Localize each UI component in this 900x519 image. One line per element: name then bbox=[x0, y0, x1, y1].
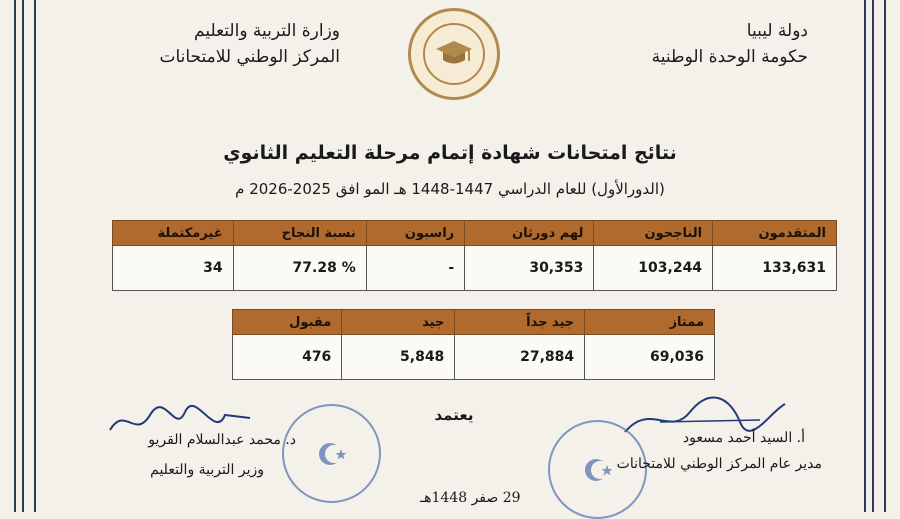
header-applicants: المتقدمون bbox=[713, 221, 837, 246]
header-ministry bbox=[120, 18, 340, 70]
table-header-row bbox=[113, 221, 837, 246]
value-pass-rate: % 77.28 bbox=[233, 246, 366, 291]
header-ministry-name: وزارة التربية والتعليم bbox=[194, 21, 340, 41]
header-good: جيد bbox=[342, 310, 455, 335]
header-incomplete: غيرمكتملة bbox=[113, 221, 234, 246]
document-subtitle: (الدورالأول) للعام الدراسي 1447-1448 هـ المو افق 2025-2026 م bbox=[235, 180, 665, 198]
header-acceptable: مقبول bbox=[233, 310, 342, 335]
value-second-round: 30,353 bbox=[465, 246, 594, 291]
table-row bbox=[113, 246, 837, 291]
header-excellent: ممتاز bbox=[585, 310, 715, 335]
minister-title: وزير التربية والتعليم bbox=[150, 462, 264, 478]
header-pass-rate: نسبة النجاح bbox=[233, 221, 366, 246]
table-header-row bbox=[233, 310, 715, 335]
decorative-border-right bbox=[864, 0, 886, 512]
approval-label: يعتمد bbox=[434, 406, 474, 424]
document-title: نتائج امتحانات شهادة إتمام مرحلة التعليم الثانوي bbox=[223, 142, 677, 164]
header-country: دولة ليبيا bbox=[746, 21, 808, 41]
header-center-name: المركز الوطني للامتحانات bbox=[159, 47, 340, 67]
director-name: أ. السيد أحمد مسعود bbox=[682, 430, 805, 446]
ministry-stamp bbox=[282, 404, 381, 503]
value-excellent: 69,036 bbox=[585, 335, 715, 380]
value-applicants: 133,631 bbox=[713, 246, 837, 291]
header-failed: راسبون bbox=[366, 221, 464, 246]
document-date: 29 صفر 1448هـ bbox=[420, 490, 521, 506]
value-passed: 103,244 bbox=[594, 246, 713, 291]
director-title: مدير عام المركز الوطني للامتحانات bbox=[616, 456, 822, 472]
header-government bbox=[568, 18, 808, 70]
minister-name: د. محمد عبدالسلام القريو bbox=[148, 432, 296, 448]
header-very-good: جيد جداً bbox=[455, 310, 585, 335]
exam-center-logo bbox=[408, 8, 500, 100]
decorative-border-left bbox=[14, 0, 36, 512]
value-very-good: 27,884 bbox=[455, 335, 585, 380]
value-acceptable: 476 bbox=[233, 335, 342, 380]
value-incomplete: 34 bbox=[113, 246, 234, 291]
header-government-name: حكومة الوحدة الوطنية bbox=[651, 47, 808, 67]
value-good: 5,848 bbox=[342, 335, 455, 380]
table-row bbox=[233, 335, 715, 380]
crescent-star-icon bbox=[580, 452, 616, 488]
value-failed: - bbox=[366, 246, 464, 291]
crescent-star-icon bbox=[314, 436, 350, 472]
header-second-round: لهم دورثان bbox=[465, 221, 594, 246]
grades-table bbox=[232, 309, 715, 380]
header-passed: الناجحون bbox=[594, 221, 713, 246]
results-summary-table bbox=[112, 220, 837, 291]
graduation-cap-icon bbox=[423, 23, 485, 85]
